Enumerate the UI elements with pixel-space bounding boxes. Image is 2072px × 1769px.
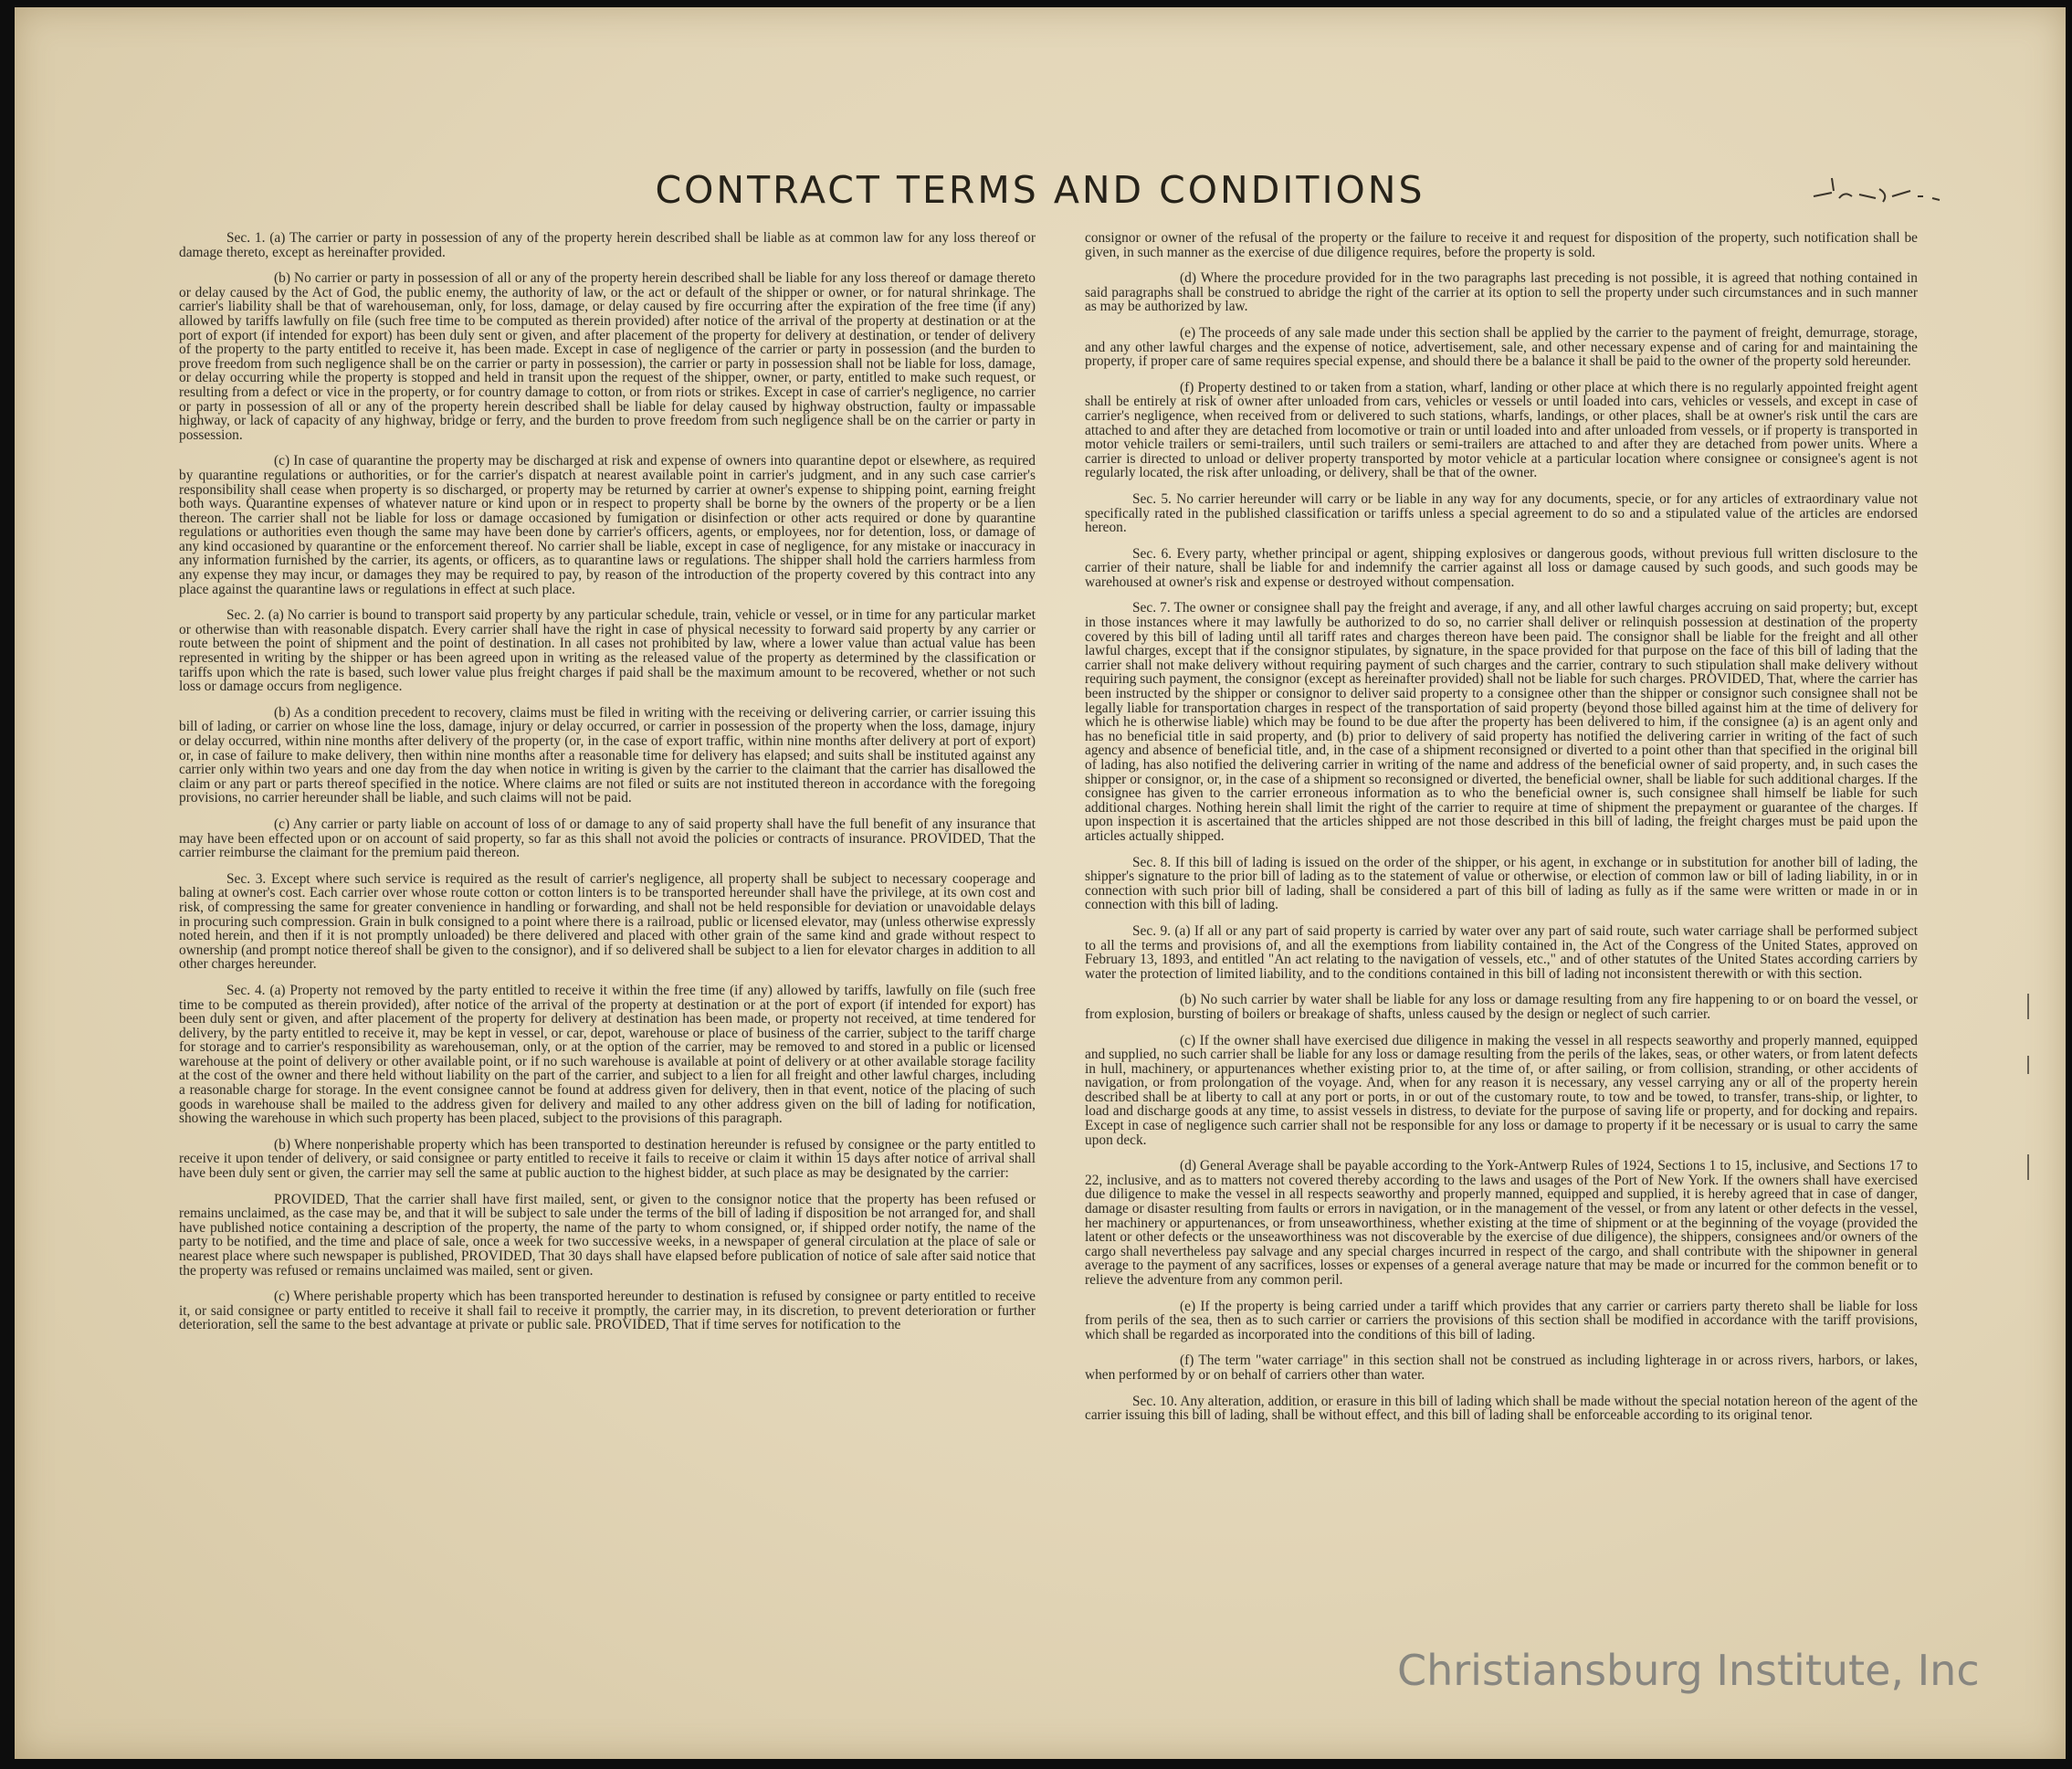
sec-3: Sec. 3. Except where such service is required as the result of carrier's negligence, all property shall be subject to necessary cooperage and baling at owner's cost. Each carrier over whose route cotton or cotton linters is to be transported hereunder shall have the privilege, at its own cost and risk, of compressing the same for greater convenience in handling or forwarding, and shall not be held responsible for deviation or unavoidable delays in procuring such compression. Grain in bulk consigned to a point where there is a railroad, public or licensed elevator, may (unless otherwise expressly noted herein, and then if it is not promptly unloaded) be there delivered and placed with other grain of the same kind and grade without respect to ownership (and prompt notice thereof shall be given to the consignor), and if so delivered shall be subject to a lien for elevator charges in addition to all other charges hereunder. — [179, 870, 1036, 973]
sec-6: Sec. 6. Every party, whether principal or agent, shipping explosives or dangerous goods, without previous full written disclosure to the carrier of their nature, shall be liable for and indemnify the carrier against all loss or damage caused by such goods, and such goods may be warehoused at owner's risk and expense or destroyed without compensation. — [1085, 545, 1918, 590]
sec-4e: (e) The proceeds of any sale made under this section shall be applied by the carrier to the payment of freight, demurrage, storage, and any other lawful charges and the expense of notice, advertisement, sale, and other necessary expense and of caring for and maintaining the property, if proper care of same requires special expense, and should there be a balance it shall be paid to the owner of the property sold hereunder. — [1085, 324, 1918, 370]
sec-5: Sec. 5. No carrier hereunder will carry or be liable in any way for any documents, specie, or for any articles of extraordinary value not specifically rated in the published classification or tariffs unless a special agreement to do so and a stipulated value of the articles are endorsed hereon. — [1085, 490, 1918, 536]
sec-8: Sec. 8. If this bill of lading is issued on the order of the shipper, or his agent, in exchange or in substitution for another bill of lading, the shipper's signature to the prior bill of lading as to the statement of value or otherwise, or election of common law or bill of lading liability, in or in connection with such prior bill of lading, shall be considered a part of this bill of lading as fully as if the same were written or made in or in connection with this bill of lading. — [1085, 854, 1918, 913]
sec-4a: Sec. 4. (a) Property not removed by the party entitled to receive it within the free time (if any) allowed by tariffs, lawfully on file (such free time to be computed as therein provided), after notice of the arrival of the property at destination or at the port of export (if intended for export) has been duly sent or given, and after placement of the property for delivery at destination has been made, or property not received, at time tendered for delivery, by the party entitled to receive it, may be kept in vessel, or car, depot, warehouse or place of business of the carrier, subject to the tariff charge for storage and to carrier's responsibility as warehouseman, only, or at the option of the carrier, may be removed to and stored in a public or licensed warehouse at the point of delivery or other available point, or if no such warehouse is available at point of delivery or at other available storage facility at the cost of the owner and there held without liability on the part of the carrier, and subject to a lien for all freight and other lawful charges, including a reasonable charge for storage. In the event consignee cannot be found at address given for delivery, then in that event, notice of the placing of such goods in warehouse shall be mailed to the address given for delivery and mailed to any other address given on the bill of lading for notification, showing the warehouse in which such property has been placed, subject to the provisions of this paragraph. — [179, 982, 1036, 1127]
sec-4c: (c) Where perishable property which has been transported hereunder to destination is refused by consignee or party entitled to receive it, or said consignee or party entitled to receive it shall fail to receive it promptly, the carrier may, in its discretion, to prevent deterioration or further deterioration, sell the same to the best advantage at private or public sale. PROVIDED, That if time serves for notification to the — [179, 1289, 1036, 1333]
sec-10: Sec. 10. Any alteration, addition, or erasure in this bill of lading which shall be made without the special notation hereon of the agent of the carrier issuing this bill of lading, shall be without effect, and this bill of lading shall be enforceable according to its original tenor. — [1085, 1393, 1918, 1424]
sec-9f: (f) The term "water carriage" in this section shall not be construed as including lighterage in or across rivers, harbors, or lakes, when performed by or on behalf of carriers other than water. — [1085, 1353, 1918, 1383]
sec-9b: (b) No such carrier by water shall be liable for any loss or damage resulting from any fire happening to or on board the vessel, or from explosion, bursting of boilers or breakage of shafts, unless caused by the design or neglect of such carrier. — [1085, 992, 1918, 1022]
sec-1a: Sec. 1. (a) The carrier or party in possession of any of the property herein described shall be liable as at common law for any loss thereof or damage thereto, except as hereinafter provided. — [179, 231, 1036, 260]
sec-7: Sec. 7. The owner or consignee shall pay the freight and average, if any, and all other lawful charges accruing on said property; but, except in those instances where it may lawfully be authorized to do so, no carrier shall deliver or relinquish possession at destination of the property covered by this bill of lading until all tariff rates and charges thereon have been paid. The consignor shall be liable for the freight and all other lawful charges, except that if the consignor stipulates, by signature, in the space provided for that purpose on the face of this bill of lading that the carrier shall not make delivery without requiring payment of such charges and the carrier, contrary to such stipulation shall make delivery without requiring such payment, the consignor (except as hereinafter provided) shall not be liable for such charges. PROVIDED, That, where the carrier has been instructed by the shipper or consignor to deliver said property to a consignee other than the shipper or consignor such consignee shall not be legally liable for transportation charges in respect of the transportation of said property (beyond those billed against him at the time of delivery for which he is otherwise liable) which may be found to be due after the property has been delivered to him, if the consignee (a) is an agent only and has no beneficial title in said property, and (b) prior to delivery of said property has notified the delivering carrier in writing of the fact of such agency and absence of beneficial title, and, in the case of a shipment reconsigned or diverted to a point other than that specified in the original bill of lading, has also notified the delivering carrier in writing of the name and address of the beneficial owner of said property, and, in such cases the shipper or consignor, or, in the case of a shipment so reconsigned or diverted, the beneficial owner, shall be liable for such additional charges. If the consignee has given to the carrier erroneous information as to who the beneficial owner is, such consignee shall himself be liable for such additional charges. Nothing herein shall limit the right of the carrier to require at time of shipment the prepayment or guarantee of the charges. If upon inspection it is ascertained that the articles shipped are not those described in this bill of lading, the freight charges must be paid upon the articles actually shipped. — [1085, 600, 1918, 844]
sec-1c: (c) In case of quarantine the property may be discharged at risk and expense of owners into quarantine depot or elsewhere, as required by quarantine regulations or authorities, or for the carrier's dispatch at nearest available point in carrier's judgment, and in any such case carrier's responsibility shall cease when property is so discharged, or property may be returned by carrier at owner's expense to shipping point, earning freight both ways. Quarantine expenses of whatever nature or kind upon or in respect to property shall be borne by the owners of the property or be a lien thereon. The carrier shall not be liable for loss or damage occasioned by fumigation or disinfection or other acts required or done by quarantine regulations or authorities even though the same may have been done by carrier's officers, agents, or employees, nor for detention, loss, or damage of any kind occasioned by quarantine or the enforcement thereof. No carrier shall be liable, except in case of negligence, for any mistake or inaccuracy in any information furnished by the carrier, its agents, or officers, as to quarantine laws or regulations. The shipper shall hold the carriers harmless from any expense they may incur, or damages they may be required to pay, by reason of the introduction of the property covered by this contract into any place against the quarantine laws or regulations in effect at such place. — [179, 453, 1036, 597]
sec-4f: (f) Property destined to or taken from a station, wharf, landing or other place at which there is no regularly appointed freight agent shall be entirely at risk of owner after unloaded from cars, vehicles or vessels or until loaded into cars, vehicles or vessels, and except in case of carrier's negligence, when received from or delivered to such stations, wharfs, landings, or other places, shall be at owner's risk until the cars are attached to and after they are detached from locomotive or train or until loaded into and after unloaded from vessels, or if property is transported in motor vehicle trailers or semi-trailers, until such trailers or semi-trailers are attached to and after they are detached from power units. Where a carrier is directed to unload or deliver property transported by motor vehicle at a particular location where consignee or consignee's agent is not regularly located, the risk after unloading, or delivery, shall be that of the owner. — [1085, 379, 1918, 481]
sec-4c-continued: consignor or owner of the refusal of the property or the failure to receive it and request for disposition of the property, such notification shall be given, in such manner as the exercise of due diligence requires, before the property is sold. — [1085, 231, 1918, 260]
document-page — [15, 7, 2066, 1759]
document-title: CONTRACT TERMS AND CONDITIONS — [655, 168, 1425, 212]
sec-2a: Sec. 2. (a) No carrier is bound to transport said property by any particular schedule, train, vehicle or vessel, or in time for any particular market or otherwise than with reasonable dispatch. Every carrier shall have the right in case of physical necessity to forward said property by any carrier or route between the point of shipment and the point of destination. In all cases not prohibited by law, where a lower value than actual value has been represented in writing by the shipper or has been agreed upon in writing as the released value of the property as determined by the classification or tariffs upon which the rate is based, such lower value plus freight charges if paid shall be the maximum amount to be recovered, whether or not such loss or damage occurs from negligence. — [179, 607, 1036, 695]
margin-ticks — [2019, 994, 2037, 1195]
sec-4d: (d) Where the procedure provided for in the two paragraphs last preceding is not possible, it is agreed that nothing contained in said paragraphs shall be construed to abridge the right of the carrier at its option to sell the property under such circumstances and in such manner as may be authorized by law. — [1085, 270, 1918, 315]
sec-1b: (b) No carrier or party in possession of all or any of the property herein described shall be liable for any loss thereof or damage thereto or delay caused by the Act of God, the public enemy, the authority of law, or the act or default of the shipper or owner, or for natural shrinkage. The carrier's liability shall be that of warehouseman, only, for loss, damage, or delay caused by fire occurring after the expiration of the free time (if any) allowed by tariffs lawfully on file (such free time to be computed as therein provided) after notice of the arrival of the property at destination or at the port of export (if intended for export) has been duly sent or given, and after placement of the property for delivery at destination, or tender of delivery of the property to the party entitled to receive it, has been made. Except in case of negligence of the carrier or party in possession (and the burden to prove freedom from such negligence shall be on the carrier or party in possession), the carrier or party in possession shall not be liable for loss, damage, or delay occurring while the property is stopped and held in transit upon the request of the shipper, owner, or party, entitled to make such request, or resulting from a defect or vice in the property, or for country damage to cotton, or from riots or strikes. Except in case of carrier's negligence, no carrier or party in possession of all or any of the property herein described shall be liable for delay caused by highway obstruction, faulty or impassable highway, or lack of capacity of any highway, bridge or ferry, and the burden to prove freedom from such negligence shall be on the carrier or party in possession. — [179, 270, 1036, 443]
sec-2c: (c) Any carrier or party liable on account of loss of or damage to any of said property shall have the full benefit of any insurance that may have been effected upon or on account of said property, so far as this shall not avoid the policies or contracts of insurance. PROVIDED, That the carrier reimburse the claimant for the premium paid thereon. — [179, 816, 1036, 861]
sec-9c: (c) If the owner shall have exercised due diligence in making the vessel in all respects seaworthy and properly manned, equipped and supplied, no such carrier shall be liable for any loss or damage resulting from the perils of the lakes, seas, or other waters, or from latent defects in hull, machinery, or appurtenances whether existing prior to, at the time of, or after sailing, or from collision, stranding, or other accidents of navigation, or from prolongation of the voyage. And, when for any reason it is necessary, any vessel carrying any or all of the property herein described shall be at liberty to call at any port or ports, in or out of the customary route, to tow and be towed, to transfer, trans-ship, or lighter, to load and discharge goods at any time, to assist vessels in distress, to deviate for the purpose of saving life or property, and for docking and repairs. Except in case of negligence such carrier shall not be responsible for any loss or damage to property if it be necessary or is usual to carry the same upon deck. — [1085, 1032, 1918, 1148]
sec-4b: (b) Where nonperishable property which has been transported to destination hereunder is refused by consignee or the party entitled to receive it upon tender of delivery, or said consignee or party entitled to receive it fails to receive or claim it within 15 days after notice of arrival shall have been duly sent or given, the carrier may sell the same at public auction to the highest bidder, at such place as may be designated by the carrier: — [179, 1136, 1036, 1182]
sec-9a: Sec. 9. (a) If all or any part of said property is carried by water over any part of said route, such water carriage shall be performed subject to all the terms and provisions of, and all the exemptions from liability contained in, the Act of the Congress of the United States, approved on February 13, 1893, and entitled "An act relating to the navigation of vessels, etc.," and of other statutes of the United States according carriers by water the protection of limited liability, and to the conditions contained in this bill of lading not inconsistent therewith or with this section. — [1085, 922, 1918, 982]
sec-9e: (e) If the property is being carried under a tariff which provides that any carrier or carriers party thereto shall be liable for loss from perils of the sea, then as to such carrier or carriers the provisions of this section shall be modified in accordance with the tariff provisions, which shall be regarded as incorporated into the conditions of this bill of lading. — [1085, 1298, 1918, 1343]
right-column — [1085, 231, 1918, 1683]
sec-9d: (d) General Average shall be payable according to the York-Antwerp Rules of 1924, Sections 1 to 15, inclusive, and Sections 17 to 22, inclusive, and as to matters not covered thereby according to the laws and usages of the Port of New York. If the owners shall have exercised due diligence to make the vessel in all respects seaworthy and properly manned, equipped and supplied, it is hereby agreed that in case of danger, damage or disaster resulting from faults or errors in navigation, or in the management of the vessel, or from any latent or other defects in the vessel, her machinery or appurtenances, or from unseaworthiness, whether existing at the time of shipment or at the beginning of the voyage (provided the latent or other defects or the unseaworthiness was not discoverable by the exercise of due diligence), the shippers, consignees and/or owners of the cargo shall nevertheless pay salvage and any special charges incurred in respect of the cargo, and shall contribute with the shipowner in general average to the payment of any sacrifices, losses or expenses of a general average nature that may be made or incurred for the common benefit or to relieve the adventure from any common peril. — [1085, 1158, 1918, 1288]
sec-4b-proviso: PROVIDED, That the carrier shall have first mailed, sent, or given to the consignor notice that the property has been refused or remains unclaimed, as the case may be, and that it will be subject to sale under the terms of the bill of lading if disposition be not arranged for, and shall have published notice containing a description of the property, the name of the party to whom consigned, or, if shipped order notify, the name of the party to be notified, and the time and place of sale, once a week for two successive weeks, in a newspaper of general circulation at the place of sale or nearest place where such newspaper is published, PROVIDED, That 30 days shall have elapsed before publication of notice of sale after said notice that the property was refused or remains unclaimed was mailed, sent or given. — [179, 1191, 1036, 1279]
left-column — [179, 231, 1036, 1683]
watermark: Christiansburg Institute, Inc — [1397, 1646, 1980, 1695]
sec-2b: (b) As a condition precedent to recovery, claims must be filed in writing with the receiving or delivering carrier, or carrier issuing this bill of lading, or carrier on whose line the loss, damage, injury or delay occurred, or carrier in possession of the property when the loss, damage, injury or delay occurred, within nine months after delivery of the property (or, in the case of export traffic, within nine months after delivery at port of export) or, in case of failure to make delivery, then within nine months after a reasonable time for delivery has elapsed; and suits shall be instituted against any carrier only within two years and one day from the day when notice in writing is given by the carrier to the claimant that the carrier has disallowed the claim or any part or parts thereof specified in the notice. Where claims are not filed or suits are not instituted thereon in accordance with the foregoing provisions, no carrier hereunder shall be liable, and such claims will not be paid. — [179, 704, 1036, 806]
pencil-annotation — [1804, 176, 1951, 213]
